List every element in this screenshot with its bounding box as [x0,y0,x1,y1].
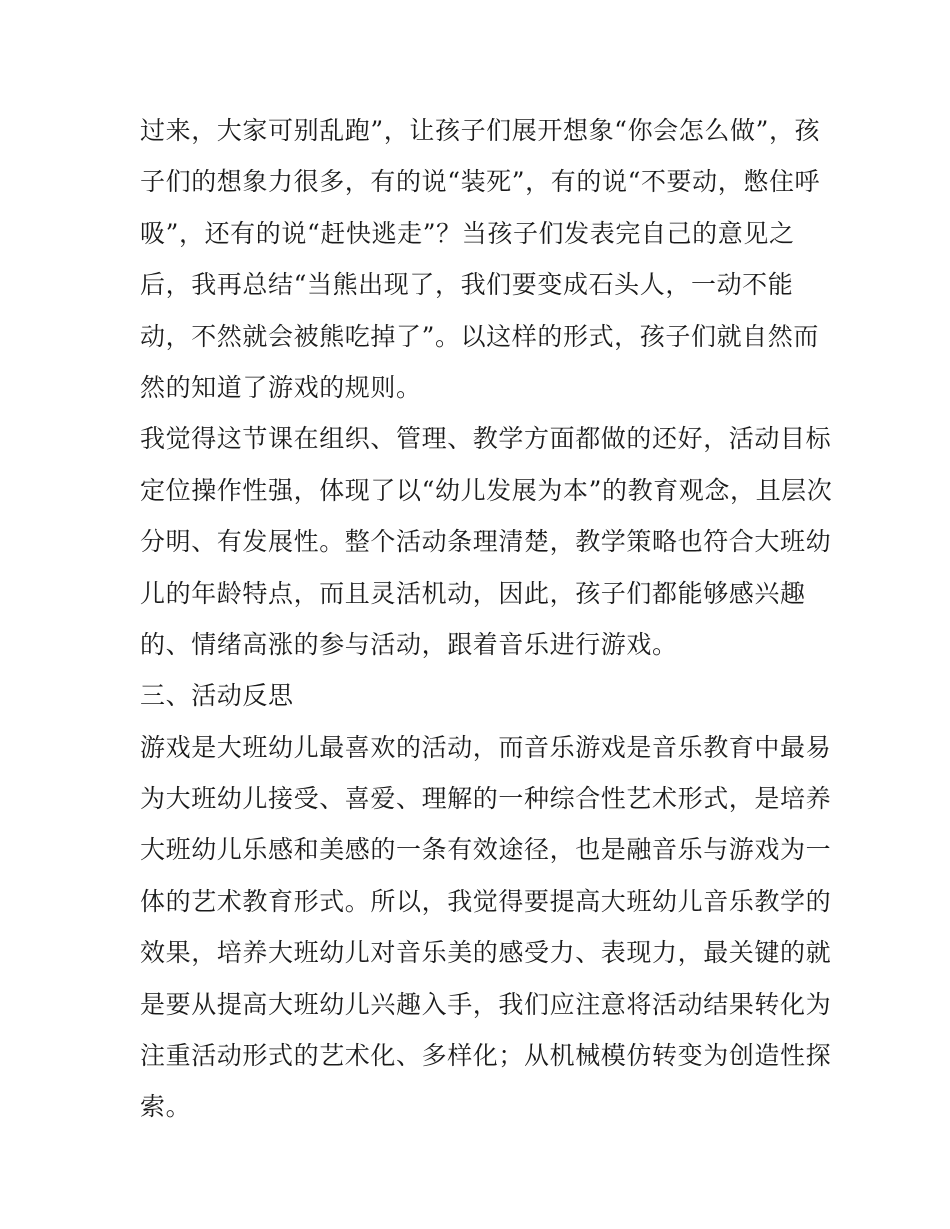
text-line: 分明、有发展性。整个活动条理清楚，教学策略也符合大班幼 [140,527,832,557]
text-line: 过来，大家可别乱跑”，让孩子们展开想象“你会怎么做”，孩 [140,116,821,145]
text-line: 大班幼儿乐感和美感的一条有效途径，也是融音乐与游戏为一 [140,835,832,865]
text-line: 体的艺术教育形式。所以，我觉得要提高大班幼儿音乐教学的 [140,886,832,916]
text-line: 我觉得这节课在组织、管理、教学方面都做的还好，活动目标 [140,424,832,454]
document-body [140,105,840,1133]
text-line: 注重活动形式的艺术化、多样化；从机械模仿转变为创造性探 [140,1041,832,1071]
text-line: 吸”，还有的说“赶快逃走”？当孩子们发表完自己的意见之 [140,218,795,248]
text-line: 游戏是大班幼儿最喜欢的活动，而音乐游戏是音乐教育中最易 [140,732,832,762]
text-line: 效果，培养大班幼儿对音乐美的感受力、表现力，最关键的就 [140,938,832,968]
text-line: 动，不然就会被熊吃掉了”。以这样的形式，孩子们就自然而 [140,321,819,351]
text-line: 为大班幼儿接受、喜爱、理解的一种综合性艺术形式，是培养 [140,784,832,814]
text-line: 的、情绪高涨的参与活动，跟着音乐进行游戏。 [140,629,678,659]
text-line: 索。 [140,1092,192,1122]
text-line: 是要从提高大班幼儿兴趣入手，我们应注意将活动结果转化为 [140,989,832,1019]
section-heading: 三、活动反思 [140,681,294,711]
text-line: 然的知道了游戏的规则。 [140,372,422,402]
text-line: 子们的想象力很多，有的说“装死”，有的说“不要动，憋住呼 [140,167,821,197]
text-line: 后，我再总结“当熊出现了，我们要变成石头人，一动不能 [140,270,794,300]
text-line: 定位操作性强，体现了以“幼儿发展为本”的教育观念，且层次 [140,475,833,505]
text-line: 儿的年龄特点，而且灵活机动，因此，孩子们都能够感兴趣 [140,578,806,608]
